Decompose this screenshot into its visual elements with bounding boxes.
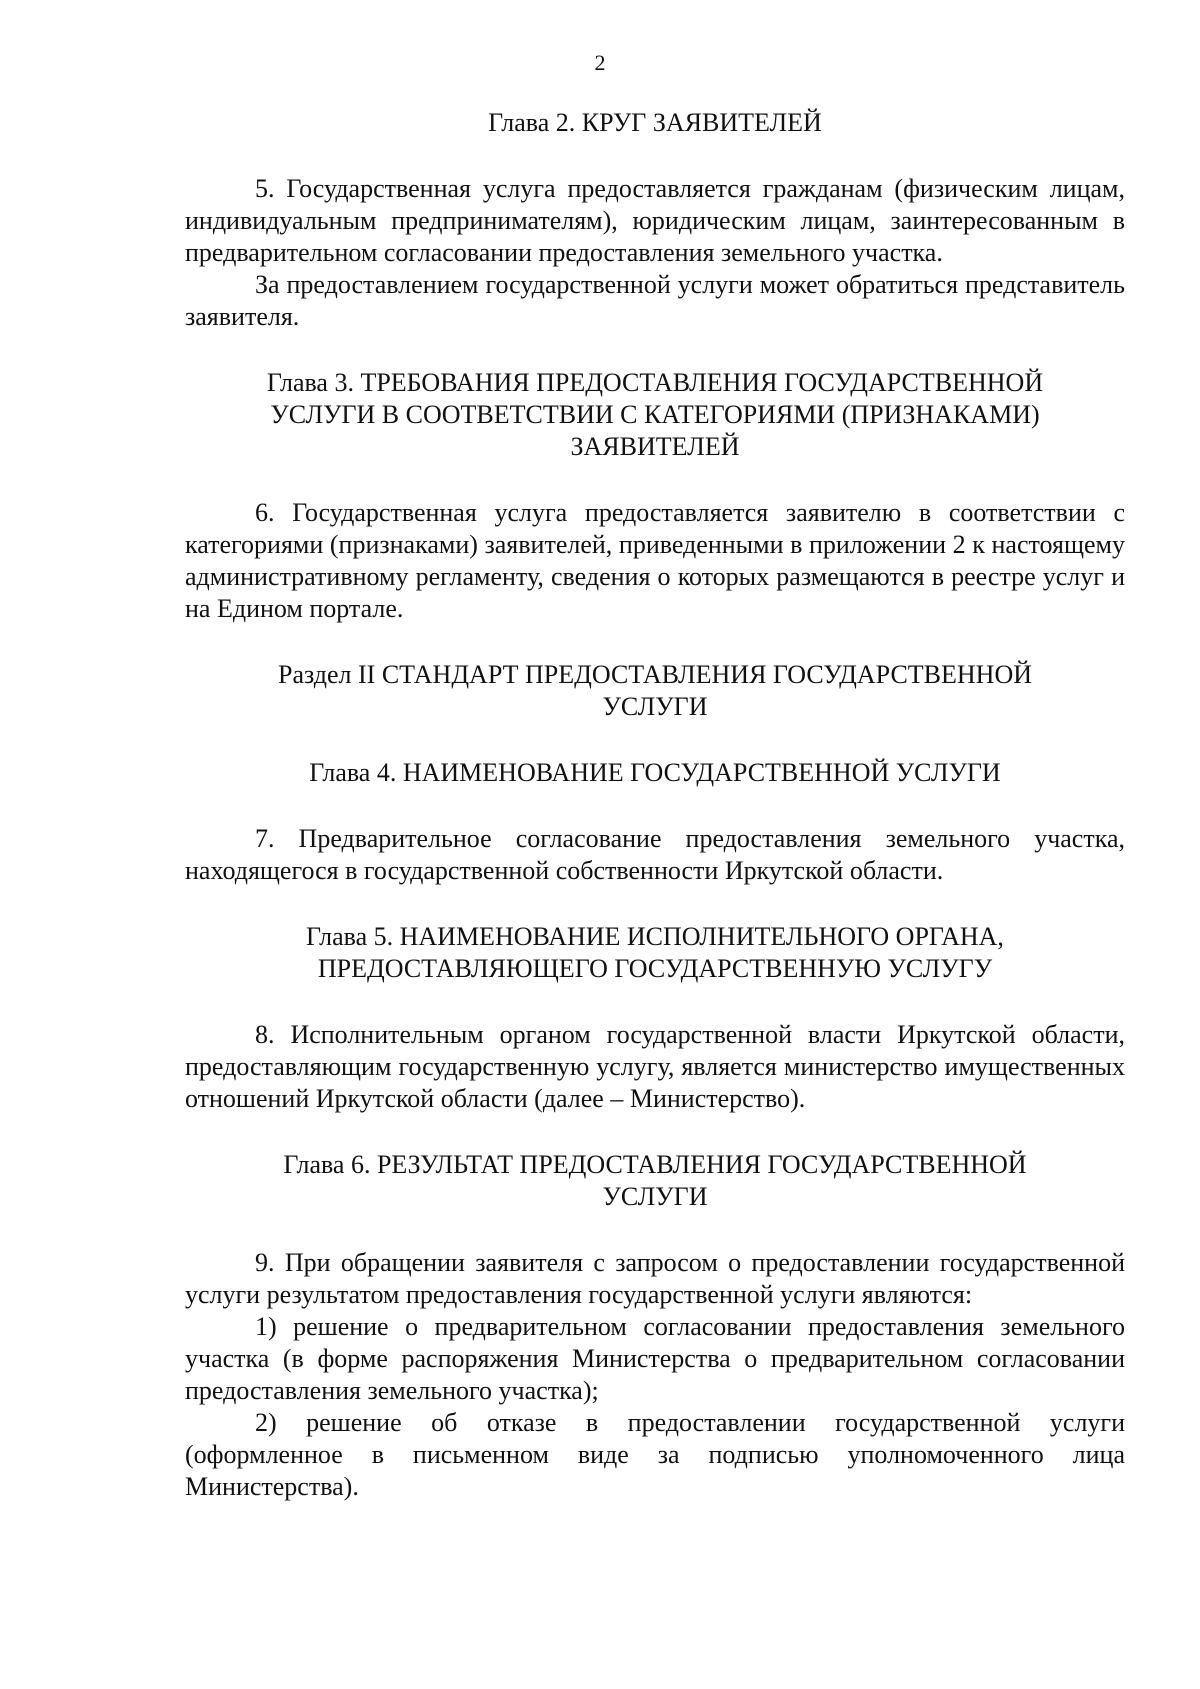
heading-line: УСЛУГИ — [602, 1182, 708, 1211]
paragraph: 2) решение об отказе в предоставлении государственной услуги (оформленное в письменном виде за подписью уполномоченного лица Министерства). — [185, 1408, 1125, 1501]
heading-line: Раздел II СТАНДАРТ ПРЕДОСТАВЛЕНИЯ ГОСУДАРСТВЕННОЙ — [277, 660, 1033, 689]
chapter-heading — [185, 757, 1125, 789]
page-number: 2 — [594, 50, 606, 75]
heading-line: Глава 5. НАИМЕНОВАНИЕ ИСПОЛНИТЕЛЬНОГО ОРГАНА, — [306, 922, 1004, 951]
paragraph: 6. Государственная услуга предоставляется заявителю в соответствии с категориями (признаками) заявителей, приведенными в приложении 2 к настоящему административному регламенту, сведения о которых размещаются в реестре услуг и на Едином портале. — [185, 498, 1125, 623]
paragraph: 5. Государственная услуга предоставляется гражданам (физическим лицам, индивидуальным предпринимателям), юридическим лицам, заинтересованным в предварительном согласовании предоставления земельного участка. — [185, 174, 1125, 267]
heading-line: Глава 3. ТРЕБОВАНИЯ ПРЕДОСТАВЛЕНИЯ ГОСУДАРСТВЕННОЙ — [266, 368, 1044, 397]
paragraph: 9. При обращении заявителя с запросом о предоставлении государственной услуги результатом предоставления государственной услуги являются: — [185, 1248, 1125, 1309]
heading-line: Глава 2. КРУГ ЗАЯВИТЕЛЕЙ — [488, 108, 822, 137]
section-chapter-5 — [185, 921, 1125, 1115]
paragraph: За предоставлением государственной услуги может обратиться представитель заявителя. — [185, 270, 1125, 331]
section-chapter-6 — [185, 1149, 1125, 1503]
chapter-heading — [185, 1149, 1125, 1213]
heading-line: Глава 4. НАИМЕНОВАНИЕ ГОСУДАРСТВЕННОЙ УСЛУГИ — [309, 758, 1001, 787]
section-chapter-3 — [185, 367, 1125, 625]
heading-line: УСЛУГИ В СООТВЕТСТВИИ С КАТЕГОРИЯМИ (ПРИЗНАКАМИ) — [270, 400, 1040, 429]
section-chapter-4 — [185, 757, 1125, 887]
document-body — [185, 107, 1125, 1503]
paragraph: 1) решение о предварительном согласовании предоставления земельного участка (в форме распоряжения Министерства о предварительном согласовании предоставления земельного участка); — [185, 1312, 1125, 1405]
paragraph: 7. Предварительное согласование предоставления земельного участка, находящегося в государственной собственности Иркутской области. — [185, 824, 1125, 885]
chapter-heading — [185, 367, 1125, 463]
heading-line: УСЛУГИ — [602, 692, 708, 721]
section-part-2 — [185, 659, 1125, 723]
chapter-heading — [185, 107, 1125, 139]
heading-line: ЗАЯВИТЕЛЕЙ — [570, 432, 740, 461]
section-heading — [185, 659, 1125, 723]
chapter-heading — [185, 921, 1125, 985]
section-chapter-2 — [185, 107, 1125, 333]
heading-line: ПРЕДОСТАВЛЯЮЩЕГО ГОСУДАРСТВЕННУЮ УСЛУГУ — [317, 954, 993, 983]
heading-line: Глава 6. РЕЗУЛЬТАТ ПРЕДОСТАВЛЕНИЯ ГОСУДАРСТВЕННОЙ — [283, 1150, 1027, 1179]
paragraph: 8. Исполнительным органом государственной власти Иркутской области, предоставляющим государственную услугу, является министерство имущественных отношений Иркутской области (далее – Министерство). — [185, 1020, 1125, 1113]
